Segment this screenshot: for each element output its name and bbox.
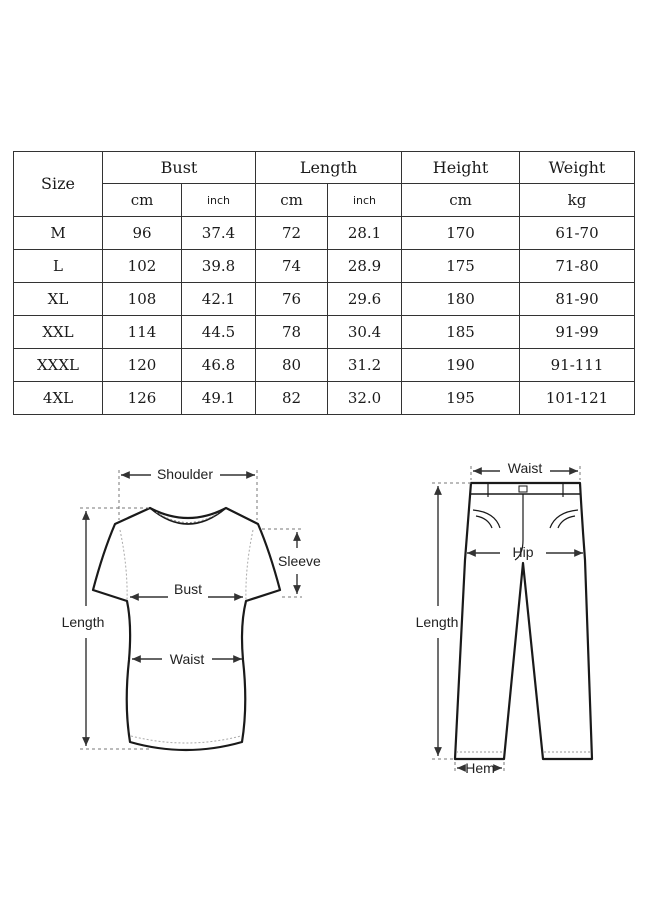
unit-cell: kg: [520, 184, 635, 217]
length-header: Length: [256, 152, 402, 184]
table-cell: 81-90: [520, 283, 635, 316]
table-row: [14, 349, 635, 382]
table-cell: 185: [402, 316, 520, 349]
waist-label: Waist: [169, 651, 205, 667]
shoulder-label: Shoulder: [156, 466, 214, 482]
table-cell: 96: [103, 217, 182, 250]
table-cell: 175: [402, 250, 520, 283]
table-cell: 32.0: [328, 382, 402, 415]
unit-cell: inch: [328, 184, 402, 217]
table-cell: 170: [402, 217, 520, 250]
table-cell: 30.4: [328, 316, 402, 349]
weight-header: Weight: [520, 152, 635, 184]
size-cell: M: [14, 217, 103, 250]
table-cell: 31.2: [328, 349, 402, 382]
table-cell: 180: [402, 283, 520, 316]
table-cell: 195: [402, 382, 520, 415]
pants-waist-measure: [471, 460, 580, 480]
hem-measure: [455, 760, 504, 776]
table-cell: 49.1: [182, 382, 256, 415]
height-header: Height: [402, 152, 520, 184]
table-cell: 78: [256, 316, 328, 349]
bust-header: Bust: [103, 152, 256, 184]
table-cell: 71-80: [520, 250, 635, 283]
table-cell: 29.6: [328, 283, 402, 316]
pants-length-label: Length: [415, 614, 459, 630]
pants-illustration: [455, 483, 592, 759]
size-chart-table: [13, 151, 635, 415]
table-cell: 76: [256, 283, 328, 316]
table-cell: 126: [103, 382, 182, 415]
size-header: Size: [14, 152, 103, 217]
table-row: [14, 283, 635, 316]
table-cell: 114: [103, 316, 182, 349]
hem-label: Hem: [465, 760, 495, 776]
table-cell: 74: [256, 250, 328, 283]
table-row: [14, 250, 635, 283]
pants-button: [519, 486, 527, 492]
table-cell: 91-99: [520, 316, 635, 349]
unit-row: [14, 184, 635, 217]
size-cell: XXL: [14, 316, 103, 349]
unit-cell: cm: [256, 184, 328, 217]
table-row: [14, 316, 635, 349]
table-cell: 190: [402, 349, 520, 382]
pants-waist-label: Waist: [507, 460, 543, 476]
unit-cell: inch: [182, 184, 256, 217]
tshirt-outline: [93, 508, 280, 750]
shirt-length-label: Length: [61, 614, 105, 630]
unit-cell: cm: [402, 184, 520, 217]
size-cell: L: [14, 250, 103, 283]
table-cell: 102: [103, 250, 182, 283]
unit-cell: cm: [103, 184, 182, 217]
table-cell: 28.9: [328, 250, 402, 283]
table-cell: 28.1: [328, 217, 402, 250]
size-cell: XXXL: [14, 349, 103, 382]
table-cell: 37.4: [182, 217, 256, 250]
header-row: [14, 152, 635, 184]
measurement-diagram: [0, 440, 660, 800]
table-cell: 39.8: [182, 250, 256, 283]
table-row: [14, 382, 635, 415]
table-cell: 72: [256, 217, 328, 250]
table-cell: 61-70: [520, 217, 635, 250]
table-cell: 101-121: [520, 382, 635, 415]
tshirt-illustration: [93, 508, 280, 750]
table-cell: 46.8: [182, 349, 256, 382]
table-cell: 42.1: [182, 283, 256, 316]
sleeve-label: Sleeve: [278, 553, 321, 569]
table-cell: 82: [256, 382, 328, 415]
bust-label: Bust: [173, 581, 203, 597]
table-row: [14, 217, 635, 250]
size-cell: XL: [14, 283, 103, 316]
table-cell: 120: [103, 349, 182, 382]
size-cell: 4XL: [14, 382, 103, 415]
table-cell: 91-111: [520, 349, 635, 382]
hip-label: Hip: [512, 544, 534, 560]
table-cell: 80: [256, 349, 328, 382]
table-cell: 44.5: [182, 316, 256, 349]
table-cell: 108: [103, 283, 182, 316]
